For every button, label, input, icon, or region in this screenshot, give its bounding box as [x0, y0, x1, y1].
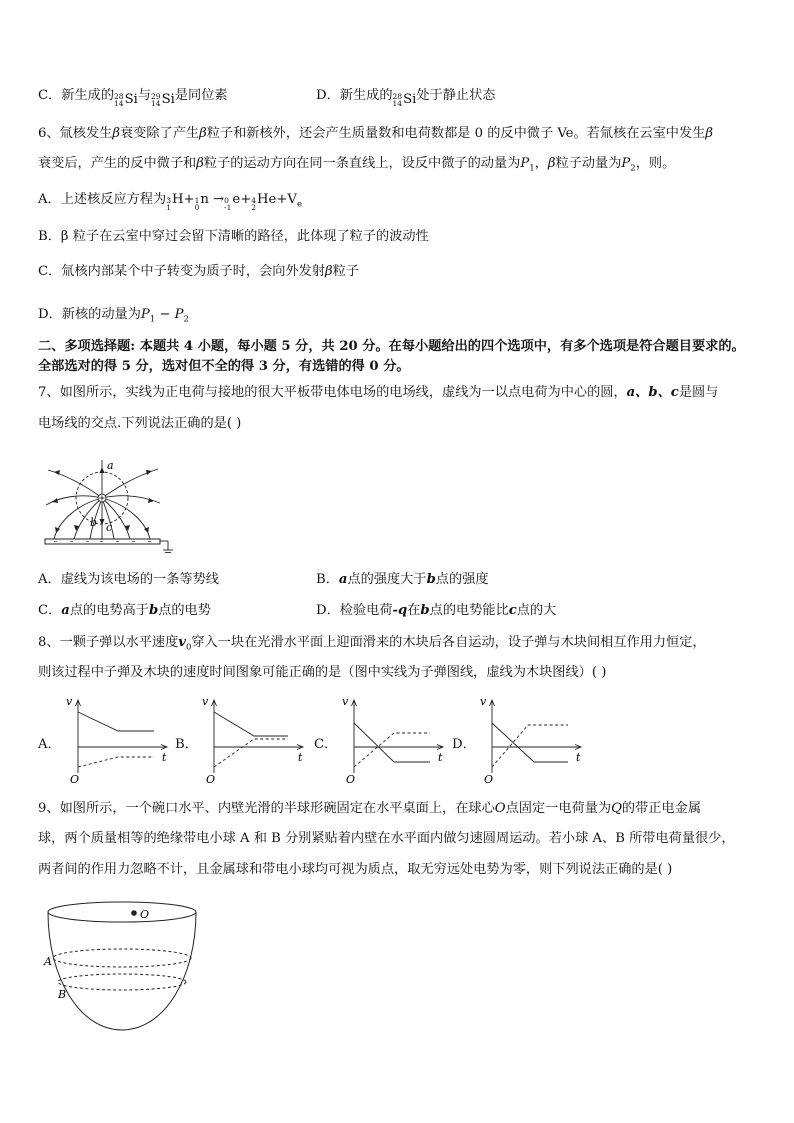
q8-b-v: v: [202, 695, 209, 708]
q7-field-figure: [40, 455, 180, 560]
q8-d-v: v: [480, 695, 487, 708]
section2-heading-line2: 全部选对的得 5 分，选对但不全的得 3 分，有选错的得 0 分。: [38, 359, 410, 374]
q8-graph-c: [340, 695, 450, 785]
q6-option-d: D．新核的动量为$P_1 - P_2$: [38, 307, 189, 325]
q7-label-c: c: [106, 521, 113, 534]
q9-stem-line1: 9、如图所示，一个碗口水平、内壁光滑的半球形碗固定在水平桌面上，在球心O点固定一电荷量为Q的带正电金属: [38, 801, 702, 816]
q6-stem-line1: 6、氚核发生β衰变除了产生β粒子和新核外，还会产生质量数和电荷数都是 0 的反中微子 Ve。若氚核在云室中发生β: [38, 126, 713, 141]
q8-option-d-label: D．: [452, 737, 476, 752]
q8-a-o: O: [70, 773, 80, 786]
q7-option-c: C．a点的电势高于b点的电势: [38, 603, 211, 618]
q8-d-o: O: [484, 773, 494, 786]
q8-graph-d: [478, 695, 588, 785]
q8-b-t: t: [298, 751, 303, 764]
q7-label-a: a: [107, 459, 114, 472]
q7-option-b: B．a点的强度大于b点的强度: [316, 572, 489, 587]
q9-stem-line3: 两者间的作用力忽略不计，且金属球和带电小球均可视为质点，取无穷远处电势为零，则下列说法正确的是( ): [38, 862, 673, 877]
q5-option-c: C．新生成的 28 14 Si 与 29 14 Si 是同位素: [38, 88, 228, 108]
q9-bowl-figure: [40, 898, 200, 1038]
q9-stem-line2: 球，两个质量相等的绝缘带电小球 A 和 B 分别紧贴着内壁在水平面内做匀速圆周运动。若小球 A、B 所带电荷量很少，: [38, 831, 735, 846]
q8-c-o: O: [346, 773, 356, 786]
q8-graph-a: [64, 695, 174, 785]
q8-stem-line2: 则该过程中子弹及木块的速度时间图象可能正确的是（图中实线为子弹图线，虚线为木块图线）( ): [38, 665, 607, 680]
q7-option-d: D．检验电荷-q在b点的电势能比c点的大: [316, 603, 557, 618]
q8-graph-b: [200, 695, 310, 785]
q9-label-b: B: [58, 988, 67, 1001]
section2-heading-line1: 二、多项选择题: 本题共 4 小题，每小题 5 分，共 20 分。在每小题给出的四个选项中，有多个选项是符合题目要求的。: [38, 339, 745, 354]
q7-stem-line2: 电场线的交点.下列说法正确的是( ): [38, 416, 242, 431]
q5-option-d: D．新生成的 28 14 Si 处于静止状态: [316, 88, 496, 108]
q7-stem-line1: 7、如图所示，实线为正电荷与接地的很大平板带电体电场的电场线，虚线为一以点电荷为中心的圆，a、b、c是圆与: [38, 385, 719, 400]
q7-label-b: b: [90, 516, 98, 529]
q6-option-c: C．氚核内部某个中子转变为质子时，会向外发射β粒子: [38, 264, 360, 279]
q8-a-t: t: [162, 751, 167, 764]
q8-stem-line1: 8、一颗子弹以水平速度$v_0$穿入一块在光滑水平面上迎面滑来的木块后各自运动，设子弹与木块间相互作用力恒定，: [38, 635, 706, 653]
q6-option-b: B．β 粒子在云室中穿过会留下清晰的路径，此体现了粒子的波动性: [38, 229, 429, 244]
q9-label-a: A: [44, 955, 52, 968]
q6-stem-line2: 衰变后，产生的反中微子和β粒子的运动方向在同一条直线上，设反中微子的动量为$P_1$，β粒子动量为$P_2$，则。: [38, 156, 676, 174]
q8-b-o: O: [206, 773, 216, 786]
q8-c-v: v: [342, 695, 349, 708]
q8-option-c-label: C．: [314, 737, 338, 752]
q8-c-t: t: [438, 751, 443, 764]
q8-option-a-label: A．: [38, 737, 61, 752]
q8-option-b-label: B．: [175, 737, 198, 752]
q7-option-a: A．虚线为该电场的一条等势线: [38, 572, 219, 587]
q8-a-v: v: [66, 695, 73, 708]
q6-option-a: A．上述核反应方程为 3 1 H+ 1 0 n → 0 -1 e+ 4 2 $He+V_e$: [38, 192, 302, 212]
q8-d-t: t: [576, 751, 581, 764]
q9-label-o: O: [140, 908, 150, 921]
